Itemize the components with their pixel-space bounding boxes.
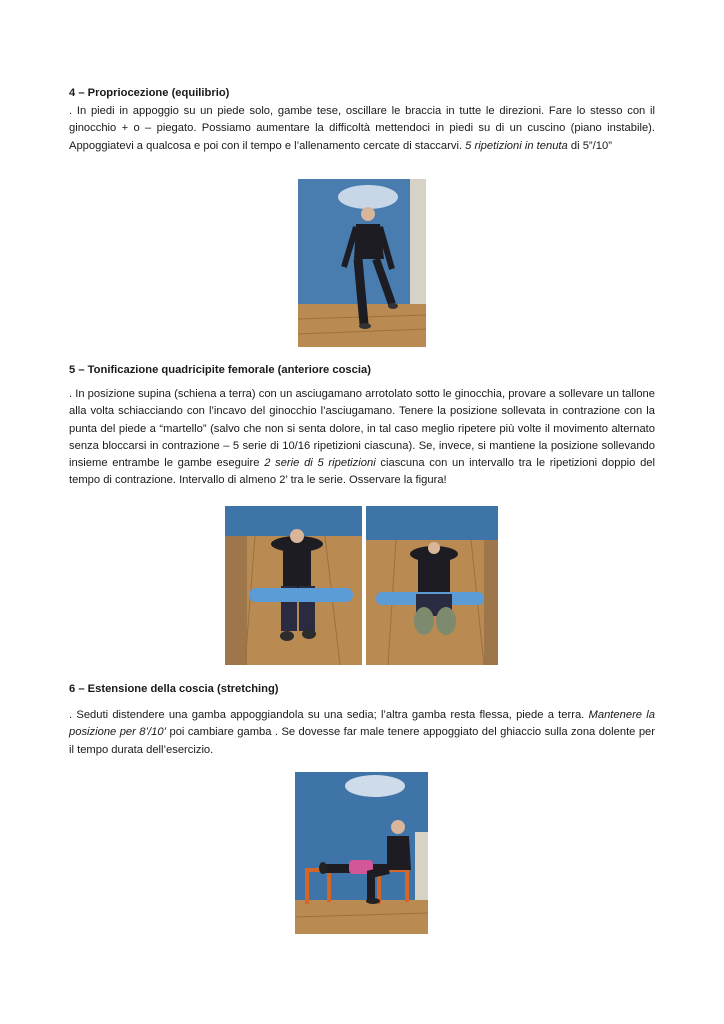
photo-supine-single-leg — [225, 506, 362, 665]
section-5-text: . In posizione supina (schiena a terra) con un asciugamano arrotolato sotto le ginocchia, provare a sollevare un tallone alla volta schiacciando con l’incavo del ginocchio l’asciugamano. Tenere la posizione sollevata in contrazione con la punta del piede a “martello” (salvo che non si senta dolore, in tal caso meglio ripetere più volte il movimento alternato senza bloccarsi in contrazione – 5 serie di 10/16 ripetizioni ciascuna). Se, invece, si mantiene la posizione sollevando insieme entrambe le gambe eseguire — [69, 388, 655, 470]
section-5-emphasis: 2 serie di 5 ripetizioni — [264, 457, 376, 470]
section-5-paragraph — [69, 386, 655, 490]
section-4-heading: 4 – Propriocezione (equilibrio) — [69, 87, 230, 99]
section-6-paragraph — [69, 707, 655, 759]
section-6-text-end: poi cambiare gamba . Se dovesse far male tenere appoggiato del ghiaccio sulla zona dolente per il tempo durata dell’esercizio. — [69, 726, 655, 756]
section-4-emphasis: 5 ripetizioni in tenuta — [465, 139, 568, 152]
section-5-text-end: ciascuna con un intervallo tra le ripetizioni doppio del tempo di contrazione. Intervallo di almeno 2’ tra le serie. Osservare la figura! — [69, 457, 656, 487]
section-4-text-end: di 5”/10” — [567, 139, 612, 152]
section-6-heading: 6 – Estensione della coscia (stretching) — [69, 683, 279, 695]
photo-seated-stretching — [295, 772, 428, 934]
section-5-heading: 5 – Tonificazione quadricipite femorale (anteriore coscia) — [69, 364, 371, 376]
photo-balance-standing — [298, 179, 426, 347]
section-4-text: . In piedi in appoggio su un piede solo, gambe tese, oscillare le braccia in tutte le direzioni. Fare lo stesso con il ginocchio + o – piegato. Possiamo aumentare la difficoltà mettendoci in piedi su di un cuscino (piano instabile). Appoggiatevi a qualcosa e poi con il tempo e l’allenamento cercate di staccarvi. — [69, 105, 655, 152]
section-6-text: . Seduti distendere una gamba appoggiandola su una sedia; l’altra gamba resta flessa, piede a terra. — [69, 709, 589, 721]
photo-supine-both-legs — [366, 506, 498, 665]
section-4-paragraph — [69, 103, 655, 155]
section-6-emphasis: Mantenere la posizione per 8’/10’ — [69, 709, 655, 739]
